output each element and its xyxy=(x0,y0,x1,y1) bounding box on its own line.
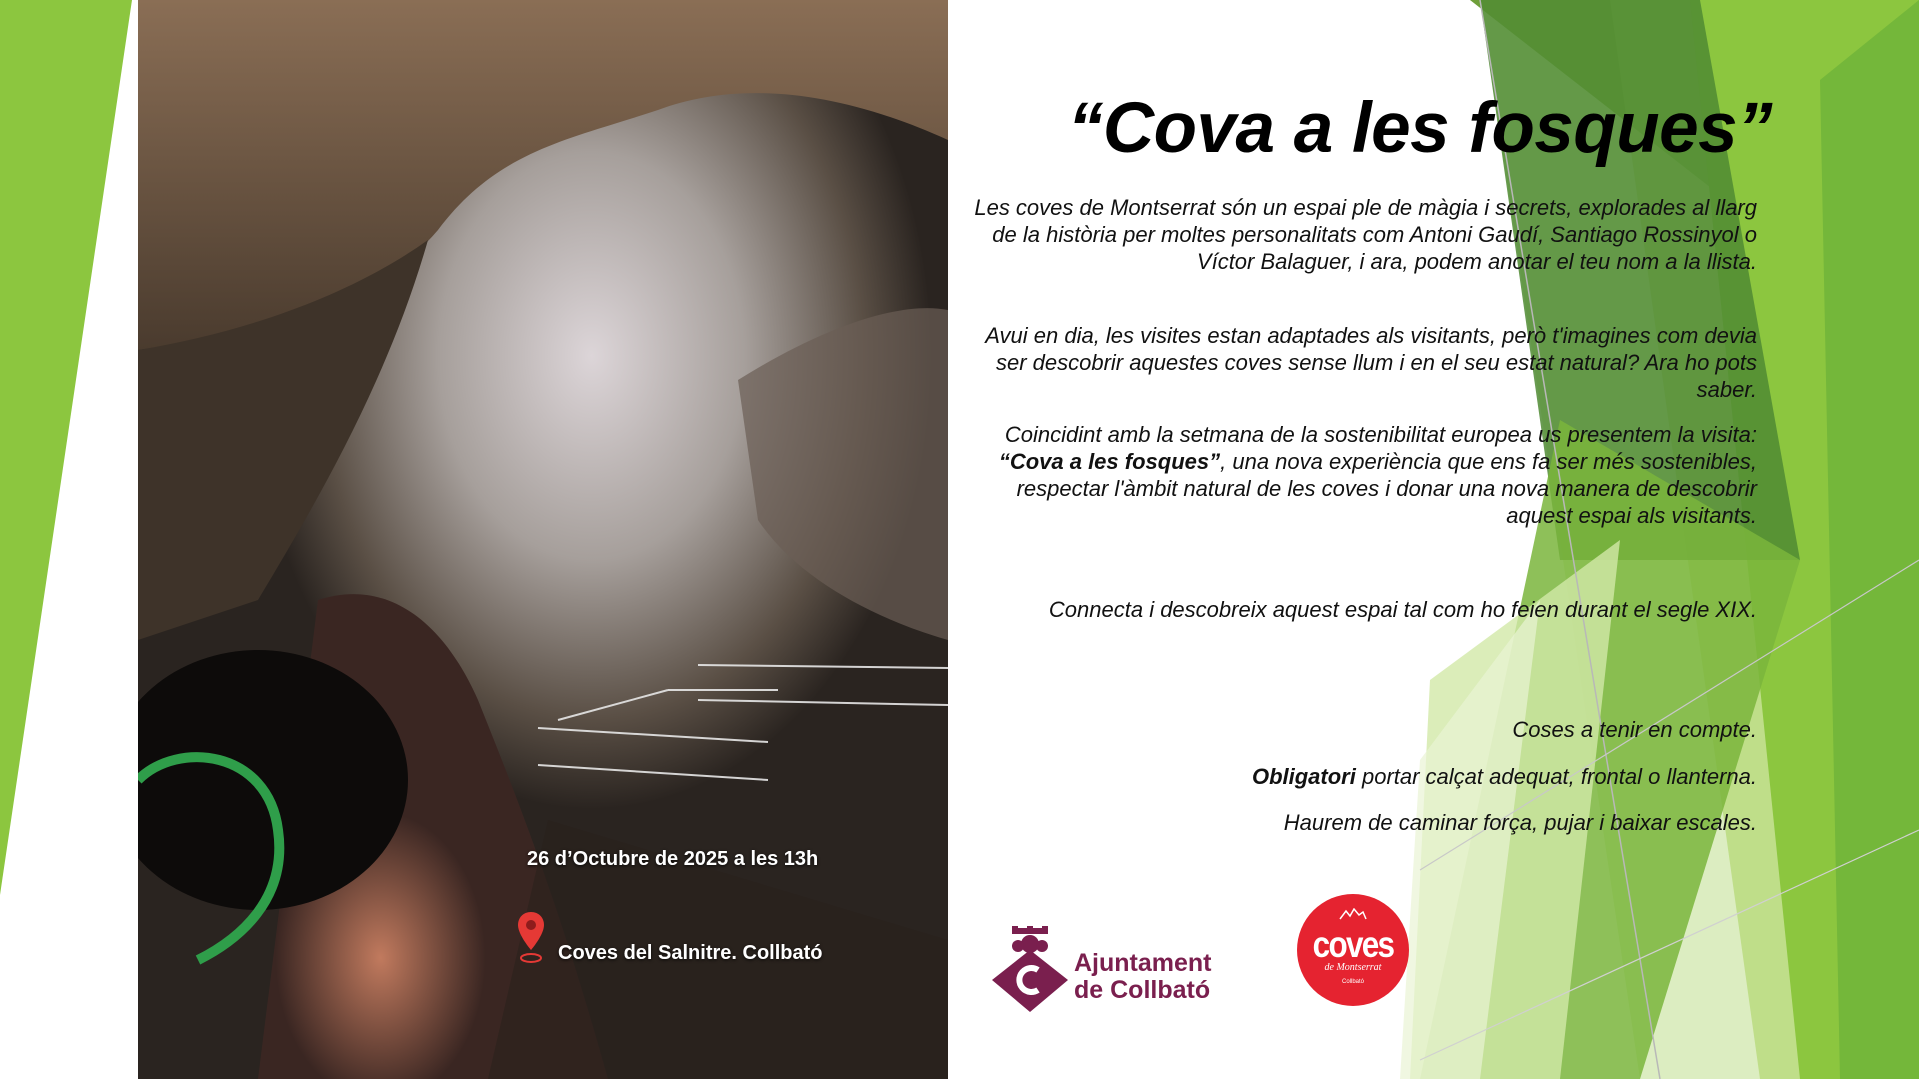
p3-text-before: Coincidint amb la setmana de la sostenibilitat europea us presentem la visita: xyxy=(1004,422,1757,447)
ajuntament-name-line2: de Collbató xyxy=(1074,976,1211,1004)
paragraph-intro: Les coves de Montserrat són un espai ple de màgia i secrets, explorades al llarg de la història per moltes personalitats com Antoni Gaudí, Santiago Rossinyol o Víctor Balaguer, i ara, podem anotar el teu nom a la llista. xyxy=(974,195,1757,274)
mountain-icon xyxy=(1339,908,1367,920)
collbato-shield-icon xyxy=(990,926,1070,1012)
coves-montserrat-logo xyxy=(1297,894,1409,1006)
paragraph-mandatory xyxy=(967,763,1757,790)
location-pin-icon xyxy=(516,910,546,966)
ajuntament-name-line1: Ajuntament xyxy=(1074,949,1212,977)
coves-town: Collbató xyxy=(1341,979,1364,985)
paragraph-visits: Avui en dia, les visites estan adaptades als visitants, però t'imagines com devia ser descobrir aquestes coves sense llum i en el seu estat natural? Ara ho pots saber. xyxy=(985,323,1757,402)
event-date: 26 d’Octubre de 2025 a les 13h xyxy=(527,848,819,870)
mandatory-label: Obligatori xyxy=(1251,764,1356,789)
page-title: “Cova a les fosques” xyxy=(1067,89,1773,168)
coves-word: coves xyxy=(1312,924,1394,965)
paragraph-notes-heading: Coses a tenir en compte. xyxy=(1512,717,1757,742)
ajuntament-collbato-logo xyxy=(990,922,1230,1012)
mandatory-text: portar calçat adequat, frontal o llanterna. xyxy=(1355,764,1757,789)
paragraph-walking: Haurem de caminar força, pujar i baixar escales. xyxy=(1283,810,1757,835)
event-location: Coves del Salnitre. Collbató xyxy=(558,942,823,964)
coves-subtitle: de Montserrat xyxy=(1324,962,1382,973)
p3-text-after: , una nova experiència que ens fa ser més sostenibles, respectar l'àmbit natural de les coves i donar una nova manera de descobrir aquest espai als visitants. xyxy=(1016,449,1757,528)
paragraph-connect: Connecta i descobreix aquest espai tal com ho feien durant el segle XIX. xyxy=(1048,597,1757,622)
paragraph-sustainability xyxy=(967,421,1757,529)
p3-visit-name: “Cova a les fosques” xyxy=(998,449,1221,474)
